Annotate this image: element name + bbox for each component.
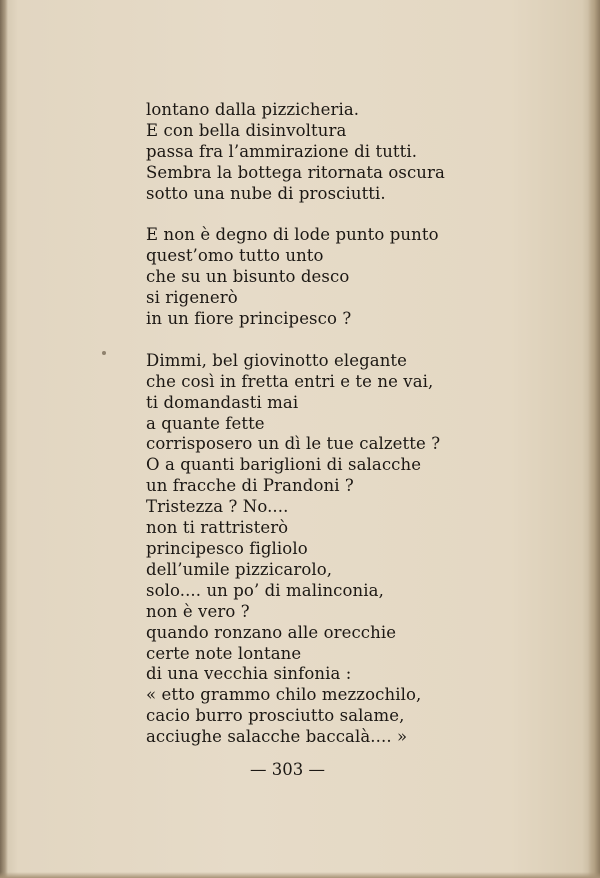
poem-line: lontano dalla pizzicheria. — [146, 100, 360, 119]
poem-line: principesco figliolo — [146, 539, 308, 558]
poem-line: sotto una nube di prosciutti. — [146, 183, 386, 203]
paper-speck — [102, 351, 106, 355]
stanza — [146, 100, 445, 205]
poem-line: acciughe salacche baccalà.... » — [146, 727, 408, 747]
poem-line: corrisposero un dì le tue calzette ? — [146, 434, 441, 454]
poem-line: certe note lontane — [146, 643, 302, 663]
stanza — [146, 225, 445, 330]
poem-line: Sembra la bottega ritornata oscura — [146, 162, 445, 182]
poem-line: « etto grammo chilo mezzochilo, — [146, 685, 422, 705]
poem-line: solo.... un po’ di malinconia, — [146, 580, 384, 600]
poem-line: quando ronzano alle orecchie — [146, 622, 397, 642]
stanza — [146, 351, 445, 748]
page-number: — 303 — — [250, 760, 325, 779]
poem-line: O a quanti bariglioni di salacche — [146, 455, 422, 475]
poem-line: quest’omo tutto unto — [146, 246, 324, 266]
poem-line: cacio burro prosciutto salame, — [146, 706, 405, 726]
page-bottom-edge — [0, 872, 600, 878]
poem-line: passa fra l’ammirazione di tutti. — [146, 141, 418, 161]
poem-line: E non è degno di lode punto punto — [146, 225, 439, 245]
poem-line: in un fiore principesco ? — [146, 309, 352, 329]
poem-line: si rigenerò — [146, 288, 238, 308]
poem-line: E con bella disinvoltura — [146, 120, 347, 140]
poem-line: un fracche di Prandoni ? — [146, 476, 354, 496]
poem-line: che su un bisunto desco — [146, 267, 350, 287]
poem-line: a quante fette — [146, 413, 265, 433]
page-gutter-shadow — [0, 0, 8, 878]
poem-line: dell’umile pizzicarolo, — [146, 559, 333, 579]
poem-line: Tristezza ? No.... — [146, 497, 289, 517]
page-edge-shadow — [588, 0, 600, 878]
poem-line: ti domandasti mai — [146, 392, 299, 412]
poem-text — [146, 100, 445, 748]
poem-line: non è vero ? — [146, 601, 250, 621]
poem-line: Dimmi, bel giovinotto elegante — [146, 350, 408, 370]
poem-line: di una vecchia sinfonia : — [146, 664, 352, 684]
poem-line: che così in fretta entri e te ne vai, — [146, 371, 434, 391]
poem-line: non ti rattristerò — [146, 518, 289, 538]
